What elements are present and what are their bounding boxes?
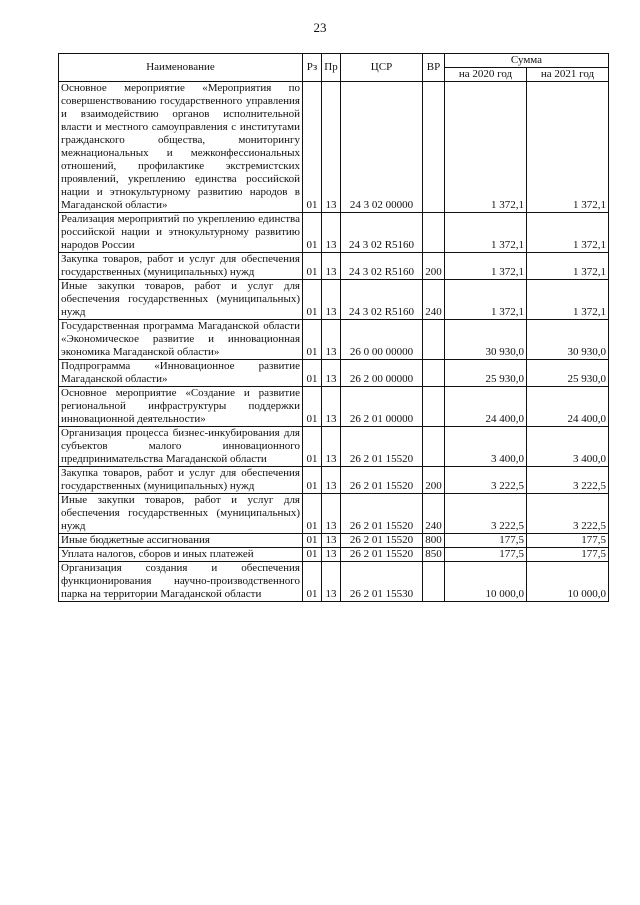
row-pr: 13 [322,387,341,427]
header-rz: Рз [303,54,322,82]
row-rz: 01 [303,534,322,548]
row-name: Основное мероприятие «Мероприятия по совершенствованию государственного управления и взаимодействию органов исполнительной власти и местного самоуправления с институтами гражданского общества, мониторингу межнациональных и межконфессиональных отношений, профилактике экстремистских проявлений, укреплению единства российской нации и этнокультурному развитию народов в Магаданской области» [59,82,303,213]
row-pr: 13 [322,253,341,280]
header-pr: Пр [322,54,341,82]
row-pr: 13 [322,82,341,213]
row-vr: 240 [423,494,445,534]
row-name: Уплата налогов, сборов и иных платежей [59,548,303,562]
row-vr: 200 [423,467,445,494]
row-amount-2021: 1 372,1 [527,253,609,280]
row-vr [423,360,445,387]
row-vr [423,387,445,427]
row-pr: 13 [322,548,341,562]
table-body [59,82,609,602]
table-row [59,82,609,213]
row-amount-2021: 3 400,0 [527,427,609,467]
row-amount-2020: 1 372,1 [445,253,527,280]
row-amount-2021: 177,5 [527,534,609,548]
row-amount-2020: 10 000,0 [445,562,527,602]
row-name: Подпрограмма «Инновационное развитие Магаданской области» [59,360,303,387]
row-vr [423,82,445,213]
row-amount-2021: 3 222,5 [527,467,609,494]
row-amount-2021: 1 372,1 [527,280,609,320]
row-rz: 01 [303,427,322,467]
row-pr: 13 [322,213,341,253]
row-amount-2020: 1 372,1 [445,213,527,253]
row-csr: 26 2 01 15520 [341,494,423,534]
header-year-2021: на 2021 год [527,68,609,82]
row-csr: 26 2 01 15530 [341,562,423,602]
row-amount-2021: 1 372,1 [527,213,609,253]
row-amount-2020: 3 400,0 [445,427,527,467]
row-rz: 01 [303,494,322,534]
row-csr: 26 2 01 15520 [341,534,423,548]
row-pr: 13 [322,427,341,467]
row-csr: 24 3 02 R5160 [341,213,423,253]
row-amount-2020: 3 222,5 [445,494,527,534]
table-row [59,360,609,387]
row-csr: 26 2 01 15520 [341,467,423,494]
row-vr [423,562,445,602]
header-name: Наименование [59,54,303,82]
row-amount-2021: 1 372,1 [527,82,609,213]
row-csr: 26 0 00 00000 [341,320,423,360]
row-pr: 13 [322,320,341,360]
header-year-2020: на 2020 год [445,68,527,82]
row-amount-2021: 3 222,5 [527,494,609,534]
row-amount-2020: 3 222,5 [445,467,527,494]
row-pr: 13 [322,280,341,320]
row-name: Реализация мероприятий по укреплению единства российской нации и этнокультурному развитию народов России [59,213,303,253]
row-name: Иные бюджетные ассигнования [59,534,303,548]
row-amount-2021: 25 930,0 [527,360,609,387]
row-name: Иные закупки товаров, работ и услуг для обеспечения государственных (муниципальных) нужд [59,494,303,534]
table-row [59,387,609,427]
row-name: Организация создания и обеспечения функционирования научно-производственного парка на территории Магаданской области [59,562,303,602]
row-rz: 01 [303,82,322,213]
header-vr: ВР [423,54,445,82]
row-rz: 01 [303,387,322,427]
row-amount-2020: 1 372,1 [445,280,527,320]
table-row [59,213,609,253]
row-rz: 01 [303,467,322,494]
row-rz: 01 [303,280,322,320]
table-row [59,467,609,494]
page-number: 23 [313,20,327,35]
header-sum: Сумма [445,54,609,68]
table-row [59,253,609,280]
row-name: Государственная программа Магаданской области «Экономическое развитие и инновационная экономика Магаданской области» [59,320,303,360]
row-name: Организация процесса бизнес-инкубирования для субъектов малого инновационного предпринимательства Магаданской области [59,427,303,467]
row-amount-2021: 10 000,0 [527,562,609,602]
row-amount-2020: 177,5 [445,534,527,548]
row-pr: 13 [322,467,341,494]
row-vr [423,213,445,253]
row-rz: 01 [303,213,322,253]
row-amount-2020: 177,5 [445,548,527,562]
row-name: Основное мероприятие «Создание и развитие региональной инфраструктуры поддержки инновационной деятельности» [59,387,303,427]
row-csr: 26 2 01 15520 [341,548,423,562]
row-pr: 13 [322,562,341,602]
row-csr: 24 3 02 R5160 [341,253,423,280]
row-amount-2021: 24 400,0 [527,387,609,427]
row-vr: 800 [423,534,445,548]
row-rz: 01 [303,562,322,602]
table-row [59,494,609,534]
row-rz: 01 [303,320,322,360]
row-name: Закупка товаров, работ и услуг для обеспечения государственных (муниципальных) нужд [59,467,303,494]
row-csr: 24 3 02 R5160 [341,280,423,320]
row-csr: 26 2 00 00000 [341,360,423,387]
table-row [59,534,609,548]
row-amount-2020: 1 372,1 [445,82,527,213]
row-rz: 01 [303,360,322,387]
row-csr: 26 2 01 15520 [341,427,423,467]
row-pr: 13 [322,494,341,534]
row-pr: 13 [322,534,341,548]
row-pr: 13 [322,360,341,387]
row-vr: 240 [423,280,445,320]
row-amount-2021: 177,5 [527,548,609,562]
header-csr: ЦСР [341,54,423,82]
row-csr: 24 3 02 00000 [341,82,423,213]
row-vr [423,427,445,467]
row-vr: 850 [423,548,445,562]
row-csr: 26 2 01 00000 [341,387,423,427]
row-name: Закупка товаров, работ и услуг для обеспечения государственных (муниципальных) нужд [59,253,303,280]
table-row [59,548,609,562]
row-name: Иные закупки товаров, работ и услуг для обеспечения государственных (муниципальных) нужд [59,280,303,320]
row-rz: 01 [303,253,322,280]
table-row [59,320,609,360]
table-row [59,562,609,602]
budget-table [58,53,609,602]
row-vr [423,320,445,360]
row-amount-2021: 30 930,0 [527,320,609,360]
table-row [59,280,609,320]
row-amount-2020: 25 930,0 [445,360,527,387]
row-amount-2020: 30 930,0 [445,320,527,360]
row-rz: 01 [303,548,322,562]
table-row [59,427,609,467]
row-amount-2020: 24 400,0 [445,387,527,427]
row-vr: 200 [423,253,445,280]
